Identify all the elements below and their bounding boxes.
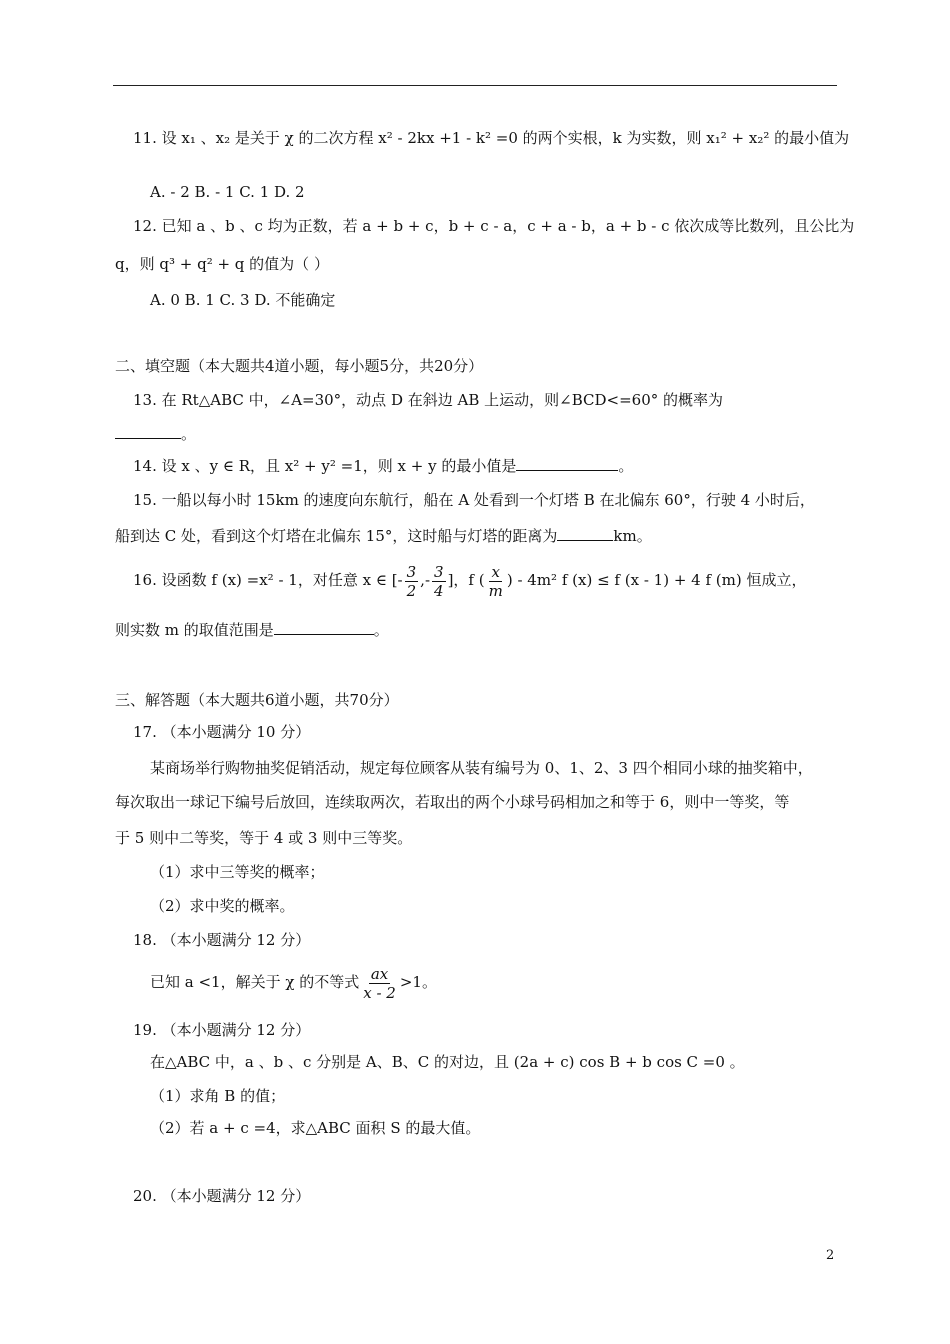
q18-frac-num: ax [370, 964, 389, 983]
q16-fraction-3 [487, 563, 505, 600]
section2-title: 二、填空题（本大题共4道小题，每小题5分，共20分） [115, 357, 484, 375]
q19-stem: 在△ABC 中，a 、b 、c 分别是 A、B、C 的对边，且 (2a + c) cos B + b cos C =0 。 [150, 1053, 745, 1071]
q14-line [133, 456, 633, 476]
q20-header: 20. （本小题满分 12 分） [133, 1187, 311, 1205]
q15-answer-blank[interactable] [557, 526, 613, 541]
q16-prefix: 16. 设函数 f (x) =x² - 1，对任意 x ∈ [- [133, 571, 403, 589]
q17-header: 17. （本小题满分 10 分） [133, 723, 311, 741]
q19-header: 19. （本小题满分 12 分） [133, 1021, 311, 1039]
q17-subquestion-2: （2）求中奖的概率。 [150, 897, 295, 915]
q14-suffix: 。 [618, 457, 634, 475]
page-number: 2 [826, 1248, 835, 1263]
q12-stem-line2: q，则 q³ + q² + q 的值为（ ） [115, 255, 329, 273]
q13-suffix: 。 [181, 425, 197, 443]
q16-line2 [115, 620, 389, 640]
q18-frac-den: x - 2 [363, 983, 396, 1002]
q15-stem-line2: 船到达 C 处，看到这个灯塔在北偏东 15°，这时船与灯塔的距离为 [115, 527, 558, 545]
q13-answer-blank[interactable] [115, 424, 181, 439]
q18-suffix: >1。 [399, 973, 437, 991]
q13-stem: 13. 在 Rt△ABC 中，∠A=30°，动点 D 在斜边 AB 上运动，则∠BCD<=60° 的概率为 [133, 391, 724, 409]
q15-stem-line1: 15. 一船以每小时 15km 的速度向东航行，船在 A 处看到一个灯塔 B 在北偏东 60°，行驶 4 小时后， [133, 491, 815, 509]
q18-header: 18. （本小题满分 12 分） [133, 931, 311, 949]
q16-stem-line2: 则实数 m 的取值范围是 [115, 621, 274, 639]
q16-frac2-num: 3 [434, 562, 444, 581]
q17-para-line3: 于 5 则中二等奖，等于 4 或 3 则中三等奖。 [115, 829, 413, 847]
q16-fraction-2 [432, 563, 446, 600]
q16-fraction-1 [405, 563, 419, 600]
q16-frac2-den: 4 [434, 581, 444, 600]
q18-stem [150, 962, 437, 1006]
section3-title: 三、解答题（本大题共6道小题，共70分） [115, 691, 399, 709]
q12-options: A. 0 B. 1 C. 3 D. 不能确定 [150, 291, 336, 309]
q16-frac3-den: m [488, 581, 503, 600]
q16-mid: ]，f ( [447, 571, 485, 589]
q15-line2 [115, 526, 652, 546]
q16-frac1-den: 2 [406, 581, 417, 600]
q11-options: A. - 2 B. - 1 C. 1 D. 2 [150, 183, 305, 201]
q18-fraction [361, 965, 398, 1002]
q16-line2-suffix: 。 [373, 621, 389, 639]
q17-para-line1: 某商场举行购物抽奖促销活动，规定每位顾客从装有编号为 0、1、2、3 四个相同小球的抽奖箱中， [150, 759, 813, 777]
q14-stem: 14. 设 x 、y ∈ R，且 x² + y² =1，则 x + y 的最小值是 [133, 457, 517, 475]
q13-answer-line [115, 424, 196, 444]
q19-subquestion-2: （2）若 a + c =4，求△ABC 面积 S 的最大值。 [150, 1119, 481, 1137]
q14-answer-blank[interactable] [516, 456, 618, 471]
q16-suffix: ) - 4m² f (x) ≤ f (x - 1) + 4 f (m) 恒成立， [506, 571, 807, 589]
q17-subquestion-1: （1）求中三等奖的概率； [150, 863, 325, 881]
q16-answer-blank[interactable] [274, 620, 374, 635]
q18-prefix: 已知 a <1，解关于 χ 的不等式 [150, 973, 360, 991]
q15-unit: km。 [613, 527, 652, 545]
q16-comma: ,- [420, 571, 431, 589]
q19-subquestion-1: （1）求角 B 的值； [150, 1087, 286, 1105]
header-rule [113, 85, 837, 86]
q11-stem: 11. 设 x₁ 、x₂ 是关于 χ 的二次方程 x² - 2kx +1 - k² =0 的两个实根，k 为实数，则 x₁² + x₂² 的最小值为 [133, 129, 850, 147]
q16-frac1-num: 3 [406, 562, 417, 581]
q17-para-line2: 每次取出一球记下编号后放回，连续取两次，若取出的两个小球号码相加之和等于 6，则中一等奖，等 [115, 793, 790, 811]
q12-stem-line1: 12. 已知 a 、b 、c 均为正数，若 a + b + c，b + c - a，c + a - b，a + b - c 依次成等比数列，且公比为 [133, 217, 855, 235]
q16-frac3-num: x [491, 562, 500, 581]
q16-stem-line1 [133, 560, 806, 604]
